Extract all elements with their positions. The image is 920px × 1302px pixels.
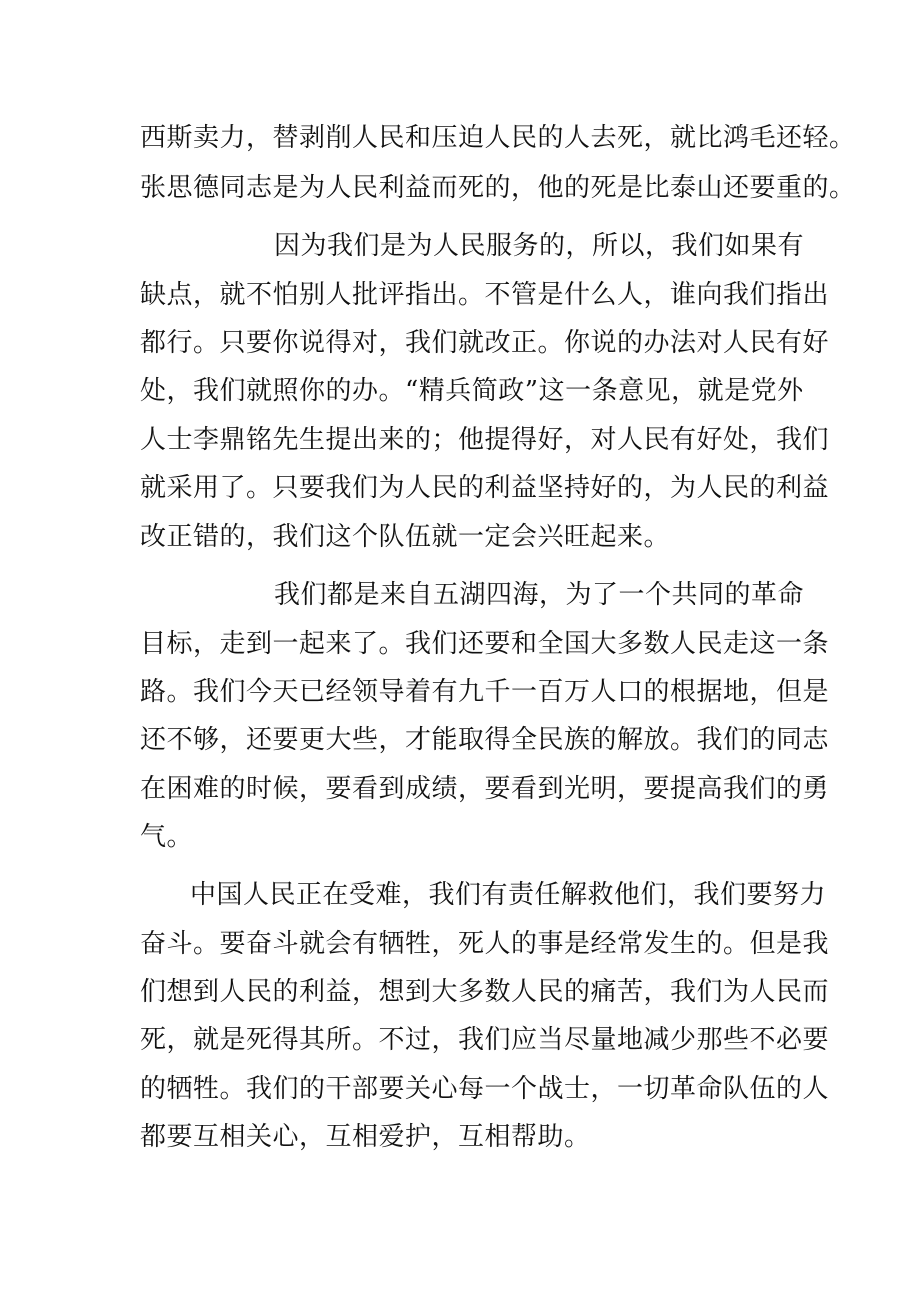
paragraph-2-line-7: 改正错的，我们这个队伍就一定会兴旺起来。	[140, 522, 671, 552]
paragraph-4-line-3: 们想到人民的利益，想到大多数人民的痛苦，我们为人民而	[140, 977, 830, 1007]
paragraph-4-line-2: 奋斗。要奋斗就会有牺牲，死人的事是经常发生的。但是我	[140, 929, 830, 959]
paragraph-2-line-3: 都行。只要你说得对，我们就改正。你说的办法对人民有好	[140, 328, 830, 358]
paragraph-3-line-3: 路。我们今天已经领导着有九千一百万人口的根据地，但是	[140, 677, 830, 707]
paragraph-1-line-2: 张思德同志是为人民利益而死的，他的死是比泰山还要重的。	[140, 173, 856, 203]
paragraph-4-line-5: 的牺牲。我们的干部要关心每一个战士，一切革命队伍的人	[140, 1074, 830, 1104]
paragraph-4-line-1: 中国人民正在受难，我们有责任解救他们，我们要努力	[190, 880, 827, 910]
paragraph-3-line-2: 目标，走到一起来了。我们还要和全国大多数人民走这一条	[140, 629, 830, 659]
paragraph-2-line-4: 处，我们就照你的办。“精兵简政”这一条意见，就是党外	[140, 376, 804, 406]
paragraph-2-line-5: 人士李鼎铭先生提出来的；他提得好，对人民有好处，我们	[140, 425, 830, 455]
paragraph-3-line-5: 在困难的时候，要看到成绩，要看到光明，要提高我们的勇	[140, 774, 830, 804]
paragraph-3-line-1: 我们都是来自五湖四海，为了一个共同的革命	[274, 580, 805, 610]
paragraph-2-line-1: 因为我们是为人民服务的，所以，我们如果有	[274, 231, 805, 261]
paragraph-2-line-6: 就采用了。只要我们为人民的利益坚持好的，为人民的利益	[140, 473, 830, 503]
paragraph-4-line-4: 死，就是死得其所。不过，我们应当尽量地减少那些不必要	[140, 1025, 830, 1055]
paragraph-3-line-6: 气。	[140, 822, 194, 852]
paragraph-2-line-2: 缺点，就不怕别人批评指出。不管是什么人，谁向我们指出	[140, 280, 830, 310]
paragraph-1-line-1: 西斯卖力，替剥削人民和压迫人民的人去死，就比鸿毛还轻。	[140, 123, 856, 153]
paragraph-4-line-6: 都要互相关心，互相爱护，互相帮助。	[140, 1122, 591, 1152]
paragraph-3-line-4: 还不够，还要更大些，才能取得全民族的解放。我们的同志	[140, 725, 830, 755]
